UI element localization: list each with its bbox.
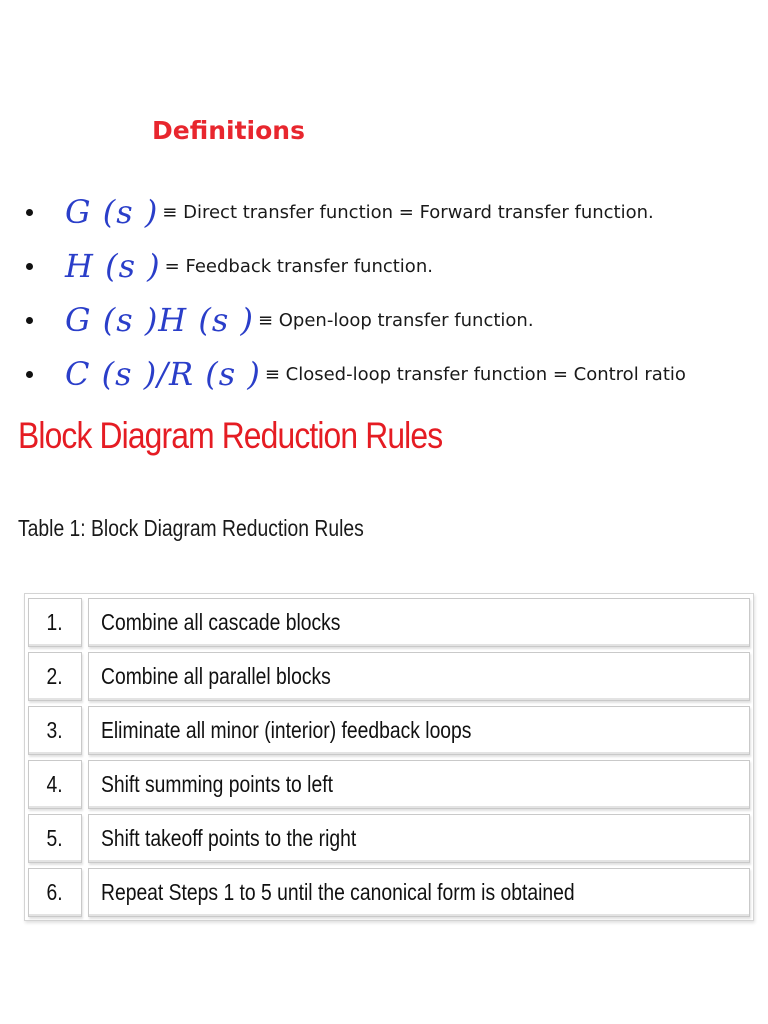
- rule-text-cell: [88, 814, 750, 863]
- table-row: [28, 706, 750, 755]
- table-row: [28, 598, 750, 647]
- rule-number-cell: [28, 598, 82, 647]
- definition-item: [26, 185, 756, 239]
- rule-number: 6.: [46, 879, 64, 905]
- rule-text: Combine all parallel blocks: [101, 663, 331, 689]
- bullet-icon: [26, 209, 33, 216]
- bullet-icon: [26, 317, 33, 324]
- rule-text: Repeat Steps 1 to 5 until the canonical form is obtained: [101, 879, 575, 905]
- bullet-icon: [26, 371, 33, 378]
- table-row: [28, 868, 750, 917]
- rule-number-cell: [28, 868, 82, 917]
- definition-item: [26, 239, 756, 293]
- rules-table: [24, 593, 754, 921]
- rule-text-cell: [88, 868, 750, 917]
- rule-number: 5.: [46, 825, 64, 851]
- definition-description: = Feedback transfer function.: [164, 255, 433, 277]
- rule-number: 3.: [46, 717, 64, 743]
- rule-number: 4.: [46, 771, 64, 797]
- definition-expression: G (s ): [65, 193, 159, 231]
- definition-expression: C (s )/R (s ): [65, 355, 261, 393]
- rule-text: Shift summing points to left: [101, 771, 333, 797]
- definitions-heading: Definitions: [152, 116, 305, 145]
- rule-text: Eliminate all minor (interior) feedback loops: [101, 717, 472, 743]
- definition-description: ≡ Open-loop transfer function.: [257, 309, 534, 331]
- rule-number: 1.: [46, 609, 64, 635]
- definition-description: ≡ Direct transfer function = Forward transfer function.: [162, 201, 654, 223]
- rule-text-cell: [88, 598, 750, 647]
- table-row: [28, 652, 750, 701]
- bullet-icon: [26, 263, 33, 270]
- definition-expression: G (s )H (s ): [65, 301, 254, 339]
- definition-expression: H (s ): [65, 247, 161, 285]
- definition-item: [26, 293, 756, 347]
- rule-text-cell: [88, 652, 750, 701]
- table-caption: Table 1: Block Diagram Reduction Rules: [18, 515, 364, 541]
- rule-number-cell: [28, 760, 82, 809]
- rule-text-cell: [88, 706, 750, 755]
- table-row: [28, 760, 750, 809]
- definition-description: ≡ Closed-loop transfer function = Control ratio: [264, 363, 686, 385]
- rule-number: 2.: [46, 663, 64, 689]
- definition-item: [26, 347, 756, 401]
- rule-number-cell: [28, 706, 82, 755]
- rule-text: Combine all cascade blocks: [101, 609, 341, 635]
- rule-text: Shift takeoff points to the right: [101, 825, 357, 851]
- table-row: [28, 814, 750, 863]
- rule-number-cell: [28, 814, 82, 863]
- definitions-list: [26, 185, 756, 401]
- rule-text-cell: [88, 760, 750, 809]
- rules-heading: Block Diagram Reduction Rules: [18, 415, 443, 456]
- rule-number-cell: [28, 652, 82, 701]
